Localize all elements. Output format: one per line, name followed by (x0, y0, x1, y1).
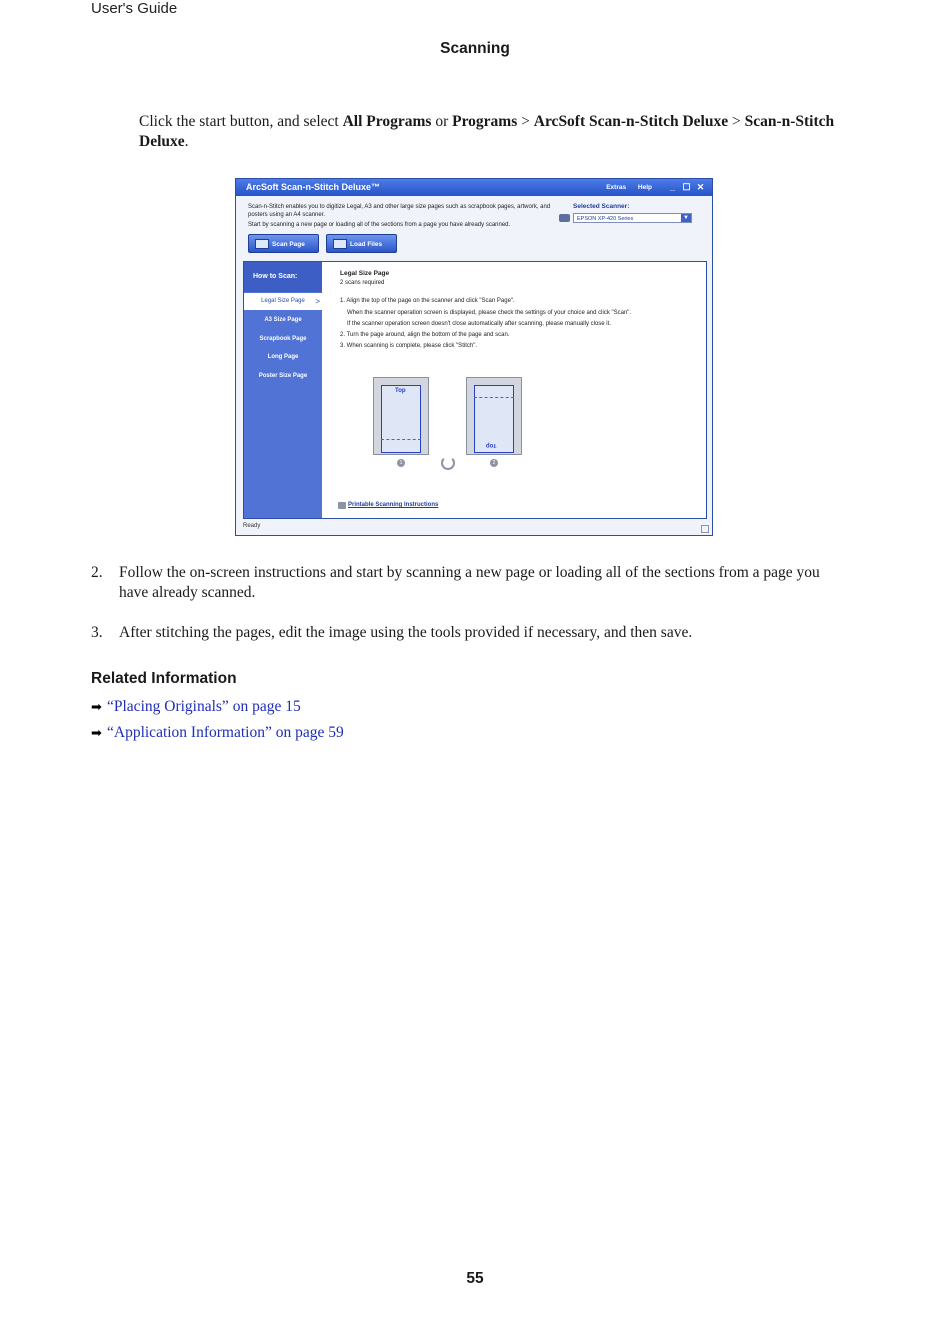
top-label-flipped: Top (486, 442, 497, 448)
app-title-bar (236, 179, 712, 196)
app-title: ArcSoft Scan-n-Stitch Deluxe™ (246, 182, 381, 192)
scan-page-label: Scan Page (272, 241, 305, 248)
printable-instructions-link[interactable]: Printable Scanning Instructions (348, 502, 439, 508)
close-icon[interactable]: ✕ (696, 182, 705, 192)
instruction-line: When the scanner operation screen is displayed, please check the settings of your choice and click "Scan". (347, 310, 632, 316)
instruction-line: 1. Align the top of the page on the scanner and click "Scan Page". (340, 298, 515, 304)
page-number: 55 (466, 1270, 484, 1287)
minimize-icon[interactable]: _ (669, 182, 675, 192)
chevron-right-icon: > (315, 297, 320, 306)
status-bar: Ready (243, 523, 261, 529)
load-files-button[interactable] (326, 234, 397, 253)
fold-line (381, 439, 421, 440)
content-title: Legal Size Page (340, 270, 390, 277)
scan-page-button[interactable] (248, 234, 319, 253)
app-menus (596, 179, 652, 196)
sidebar-item-a3[interactable]: A3 Size Page (264, 317, 302, 323)
sidebar-item-scrapbook[interactable]: Scrapbook Page (259, 336, 307, 342)
step-text: Follow the on-screen instructions and start by scanning a new page or loading all of the sections from a page you have already scanned. (119, 564, 820, 601)
instruction-line: If the scanner operation screen doesn't close automatically after scanning, please manually close it. (347, 321, 611, 327)
sidebar-item-legal[interactable] (244, 293, 322, 310)
chevron-down-icon[interactable]: ▼ (681, 214, 691, 222)
step-badge: 2 (490, 459, 498, 467)
section-title: Scanning (440, 40, 510, 57)
maximize-icon[interactable]: ☐ (682, 182, 691, 192)
top-label: Top (395, 388, 406, 394)
selected-scanner-label: Selected Scanner: (573, 203, 630, 210)
app-description: Scan-n-Stitch enables you to digitize Legal, A3 and other large size pages such as scrapbook pages, artwork, and posters using an A4 scanner. (248, 204, 551, 218)
scan-diagram-2 (466, 377, 522, 466)
sidebar-item-long[interactable]: Long Page (267, 354, 299, 360)
printer-icon (338, 502, 346, 509)
related-link-application-information[interactable]: “Application Information” on page 59 (107, 724, 344, 741)
main-pane (243, 261, 707, 519)
app-screenshot (235, 178, 713, 536)
how-to-scan-heading: How to Scan: (244, 262, 322, 292)
related-link-placing-originals[interactable]: “Placing Originals” on page 15 (107, 698, 301, 715)
scanner-dropdown[interactable] (573, 213, 692, 223)
arrow-right-icon: ➡ (91, 726, 102, 741)
scan-type-sidebar (244, 262, 322, 518)
arrow-right-icon: ➡ (91, 700, 102, 715)
related-link-item (91, 724, 344, 742)
scanner-icon (559, 214, 570, 222)
intro-paragraph (139, 112, 844, 152)
scanner-icon (255, 239, 269, 249)
step-text: After stitching the pages, edit the image using the tools provided if necessary, and then save. (119, 624, 693, 641)
intro-text-2: or (431, 113, 453, 130)
fold-line (474, 397, 514, 398)
app-start-hint: Start by scanning a new page or loading all of the sections from a page you have already scanned. (248, 222, 511, 228)
menu-help[interactable]: Help (637, 184, 652, 191)
page-sheet (381, 385, 421, 453)
rotate-icon (441, 456, 455, 470)
sidebar-item-label: Legal Size Page (261, 298, 305, 304)
step-badge: 1 (397, 459, 405, 467)
resize-grip-icon[interactable] (701, 525, 709, 533)
menu-programs: Programs (452, 113, 518, 130)
intro-text-4: > (728, 113, 745, 130)
running-header: User's Guide (91, 0, 178, 17)
related-information-heading: Related Information (91, 670, 237, 687)
intro-text-3: > (517, 113, 534, 130)
step-number: 3. (91, 624, 103, 641)
menu-arcsoft-folder: ArcSoft Scan-n-Stitch Deluxe (533, 113, 729, 130)
scanner-value: EPSON XP-420 Series (577, 216, 634, 222)
related-link-item (91, 698, 301, 716)
instruction-line: 3. When scanning is complete, please click "Stitch". (340, 343, 477, 349)
menu-all-programs: All Programs (342, 113, 432, 130)
sidebar-item-poster[interactable]: Poster Size Page (258, 373, 308, 379)
step-number: 2. (91, 564, 103, 581)
intro-text-1: Click the start button, and select (139, 113, 343, 130)
menu-scan-n-stitch: Scan-n-Stitch Deluxe (139, 113, 835, 150)
menu-extras[interactable]: Extras (606, 184, 627, 191)
intro-text-5: . (184, 133, 189, 150)
load-files-label: Load Files (350, 241, 383, 248)
scan-diagram-1 (373, 377, 429, 466)
content-subtitle: 2 scans required (340, 280, 385, 286)
folder-icon (333, 239, 347, 249)
instruction-line: 2. Turn the page around, align the bottom of the page and scan. (340, 332, 510, 338)
